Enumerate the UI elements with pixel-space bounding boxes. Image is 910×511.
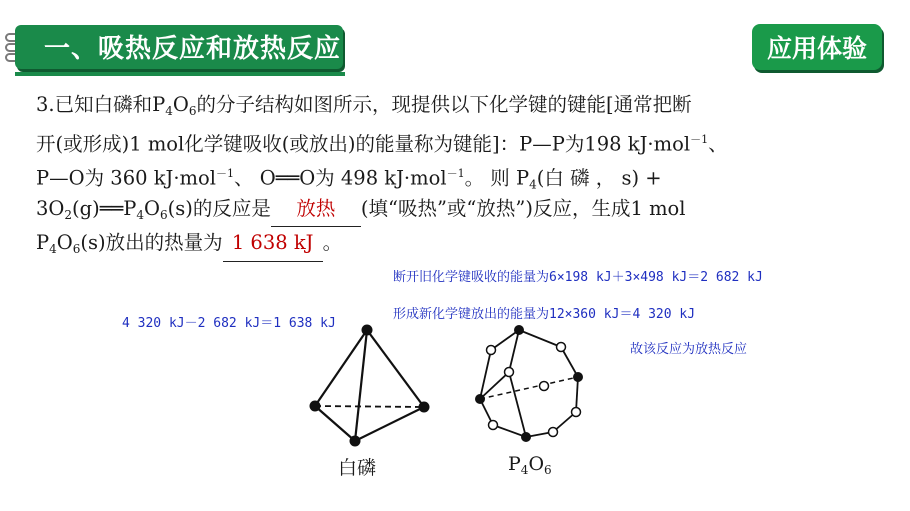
application-badge: 应用体验 — [752, 24, 882, 70]
question-line-3: P—O为 360 kJ·mol$^{-1}$、 O══O为 498 kJ·mol$^{-1}$。 则 $P_4$(白 磷 ， s) + — [36, 166, 662, 192]
question-line-2: 开(或形成)1 mol化学键吸收(或放出)的能量称为键能]：P—P为198 kJ·mol$^{-1}$、 — [36, 132, 728, 155]
p4o6-label: $P_4O_6$ — [508, 453, 552, 477]
annotation-form-energy: 形成新化学键放出的能量为12×360 kJ＝4 320 kJ — [393, 307, 696, 322]
annotation-difference: 4 320 kJ－2 682 kJ＝1 638 kJ — [122, 316, 336, 331]
answer-blank-1: 放热 — [271, 192, 361, 228]
p4o6-structure — [466, 320, 596, 450]
question-line-4: $3O_2(g)══P_4O_6(s)$的反应是 放热 (填“吸热”或“放热”)反应，生成1 mol — [36, 192, 876, 227]
annotation-break-energy: 断开旧化学键吸收的能量为6×198 kJ＋3×498 kJ＝2 682 kJ — [393, 270, 763, 285]
annotation-conclusion: 故该反应为放热反应 — [630, 342, 748, 357]
white-phosphorus-label: 白磷 — [338, 457, 377, 479]
header-underline — [15, 72, 345, 76]
question-line-5: $P_4O_6(s)$放出的热量为 1 638 kJ 。 — [36, 226, 876, 261]
answer-blank-2: 1 638 kJ — [223, 226, 323, 262]
question-text — [36, 88, 876, 261]
question-line-1: 3.已知白磷和$P_4O_6$的分子结构如图所示，现提供以下化学键的键能[通常把断 — [36, 93, 692, 118]
section-title: 一、吸热反应和放热反应 — [44, 34, 342, 64]
white-phosphorus-structure — [300, 320, 445, 450]
